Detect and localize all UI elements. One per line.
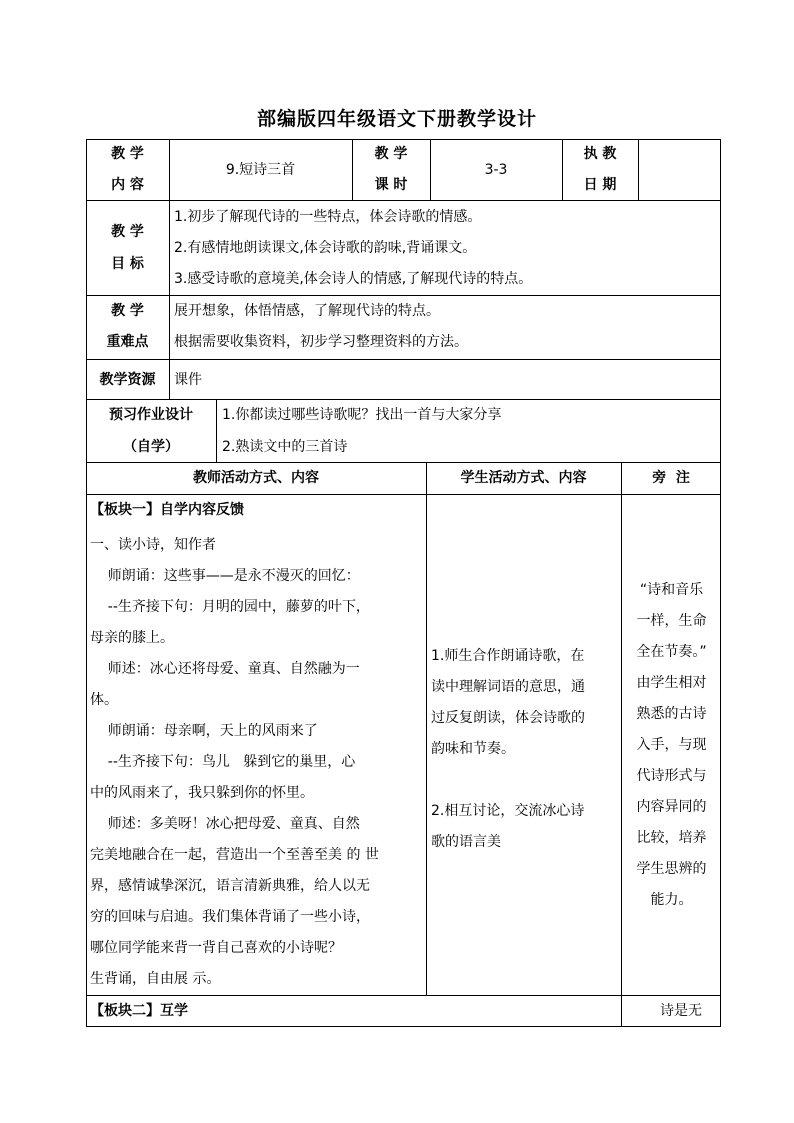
note-header: 旁 注: [652, 470, 690, 486]
key-point-item: 展开想象，体悟情感，了解现代诗的特点。: [174, 303, 440, 319]
resources-value: 课件: [174, 372, 202, 388]
date-label: 执 教: [583, 146, 617, 162]
teacher-line: 界，感情诚挚深沉，语言清新典雅，给人以无: [90, 878, 370, 894]
student-line: 歌的语言美: [431, 834, 501, 850]
block1-heading: 【板块一】自学内容反馈: [90, 502, 244, 518]
student-line: 2.相互讨论，交流冰心诗: [431, 803, 585, 819]
note-line: 比较，培养: [636, 830, 707, 846]
note-line: 能力。: [650, 892, 693, 908]
goal-item: 2.有感情地朗读课文,体会诗歌的韵味,背诵课文。: [174, 240, 477, 256]
student-line: [431, 765, 619, 796]
row-divider: [86, 462, 721, 463]
teacher-line: 中的风雨来了，我只躲到你的怀里。: [90, 785, 314, 801]
col-divider: [169, 200, 170, 399]
teacher-line: 哪位同学能来背一背自己喜欢的小诗呢？: [90, 940, 342, 956]
row-divider: [86, 200, 721, 201]
row-divider: [86, 399, 721, 400]
teacher-line: --生齐接下句：鸟儿 躲到它的巢里，心: [90, 754, 356, 770]
hours-label: 课 时: [374, 177, 408, 193]
goal-item: 1.初步了解现代诗的一些特点，体会诗歌的情感。: [174, 209, 482, 225]
content-label: 内 容: [111, 177, 144, 193]
preview-label: 预习作业设计: [109, 407, 193, 423]
teacher-line: 体。: [90, 692, 118, 708]
teacher-line: 母亲的膝上。: [90, 630, 174, 646]
teacher-line: 师朗诵：母亲啊，天上的风雨来了: [90, 723, 318, 739]
teacher-activity-header: 教师活动方式、内容: [193, 470, 319, 486]
key-points-label: 教 学: [111, 303, 144, 319]
preview-label: （自学）: [123, 439, 179, 455]
preview-item: 1.你都读过哪些诗歌呢？找出一首与大家分享: [222, 407, 502, 423]
page-title: 部编版四年级语文下册教学设计: [256, 108, 537, 130]
note-line: 由学生相对: [636, 675, 707, 691]
teacher-line: 穷的回味与启迪。我们集体背诵了一些小诗，: [90, 909, 370, 925]
resources-label: 教学资源: [99, 372, 156, 388]
note-line: 内容异同的: [636, 799, 707, 815]
teacher-line: 师述：多美呀！冰心把母爱、童真、自然: [90, 816, 360, 832]
student-activity: [431, 641, 619, 858]
note-line: 熟悉的古诗: [636, 706, 707, 722]
note-line: 学生思辨的: [636, 861, 707, 877]
student-line: 过反复朗读，体会诗歌的: [431, 710, 585, 726]
note-line: 全在节奏。”: [636, 644, 707, 660]
row-divider: [86, 995, 721, 996]
hours-label: 教 学: [374, 146, 408, 162]
row-divider: [86, 359, 721, 360]
preview-item: 2.熟读文中的三首诗: [222, 439, 348, 455]
block2-heading: 【板块二】互学: [90, 1003, 188, 1019]
teacher-line: 生背诵，自由展 示。: [90, 971, 221, 987]
key-points-label: 重难点: [106, 334, 149, 350]
col-divider: [621, 995, 622, 1027]
student-line: 读中理解词语的意思，通: [431, 679, 585, 695]
teacher-line: 一、读小诗，知作者: [90, 537, 216, 553]
note-line: “诗和音乐: [639, 582, 704, 598]
note-line: 一样，生命: [636, 613, 707, 629]
col-divider: [216, 399, 217, 462]
note-line: 代诗形式与: [636, 768, 707, 784]
student-activity-header: 学生活动方式、内容: [460, 470, 587, 486]
teacher-line: 完美地融合在一起，营造出一个至善至美 的 世: [90, 847, 379, 863]
hours-value: 3-3: [484, 162, 508, 178]
block2-note: 诗是无: [660, 1003, 702, 1019]
content-label: 教 学: [111, 146, 144, 162]
content-value: 9.短诗三首: [225, 162, 296, 178]
key-point-item: 根据需要收集资料，初步学习整理资料的方法。: [174, 334, 468, 350]
teacher-line: 师朗诵：这些事——是永不漫灭的回忆：: [90, 568, 360, 584]
student-line: 1.师生合作朗诵诗歌，在: [431, 648, 585, 664]
teacher-line: 师述：冰心还将母爱、童真、自然融为一: [90, 661, 360, 677]
teacher-line: --生齐接下句：月明的园中，藤萝的叶下，: [90, 599, 370, 615]
col-divider: [426, 462, 427, 995]
row-divider: [86, 295, 721, 296]
side-note: [623, 575, 720, 916]
date-label: 日 期: [583, 177, 617, 193]
goals-label: 目 标: [111, 256, 144, 272]
col-divider: [621, 462, 622, 995]
note-line: 入手，与现: [636, 737, 707, 753]
col-divider: [638, 139, 639, 200]
goals-label: 教 学: [111, 224, 144, 240]
teacher-activity: [90, 530, 424, 995]
student-line: 韵味和节奏。: [431, 741, 515, 757]
row-divider: [86, 494, 721, 495]
goal-item: 3.感受诗歌的意境美,体会诗人的情感,了解现代诗的特点。: [174, 271, 533, 287]
